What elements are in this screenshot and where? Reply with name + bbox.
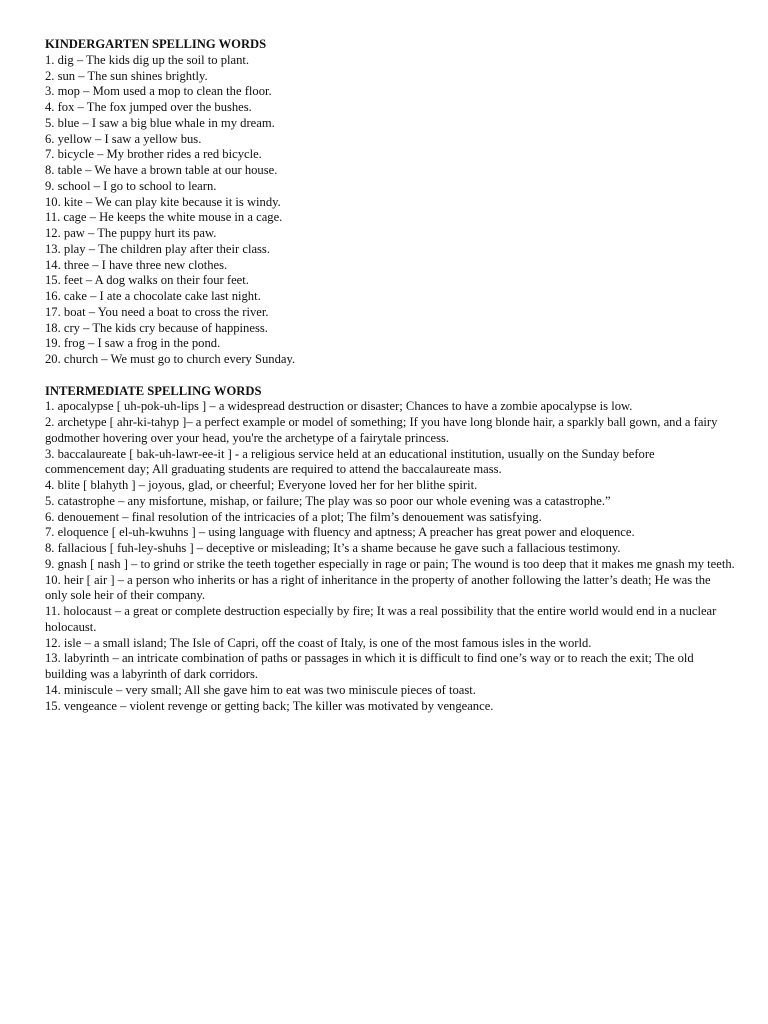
list-item: 11. cage – He keeps the white mouse in a cage. [45,210,283,225]
list-item: 12. isle – a small island; The Isle of Capri, off the coast of Italy, is one of the most famous isles in the world. [45,635,592,650]
list-item: 8. fallacious [ fuh-ley-shuhs ] – deceptive or misleading; It’s a shame because he gave such a fallacious testimony. [45,541,621,555]
intermediate-heading: INTERMEDIATE SPELLING WORDS [45,383,262,398]
intermediate-word-list [45,399,735,714]
list-item: 7. bicycle – My brother rides a red bicycle. [45,147,262,162]
list-item: 17. boat – You need a boat to cross the river. [45,304,269,319]
list-item: 4. blite [ blahyth ] – joyous, glad, or cheerful; Everyone loved her for her blithe spirit. [45,478,478,492]
list-item: 1. apocalypse [ uh-pok-uh-lips ] – a widespread destruction or disaster; Chances to have a zombie apocalypse is low. [45,399,633,414]
list-item: 1. dig – The kids dig up the soil to plant. [45,52,250,67]
list-item: 10. kite – We can play kite because it is windy. [45,194,281,209]
list-item: 5. blue – I saw a big blue whale in my dream. [45,115,275,130]
section-spacer [45,368,735,384]
list-item: 13. play – The children play after their class. [45,241,270,256]
list-item: 2. sun – The sun shines brightly. [45,68,208,83]
list-item: 20. church – We must go to church every Sunday. [45,352,296,366]
list-item: 9. gnash [ nash ] – to grind or strike the teeth together especially in rage or pain; The wound is too deep that it makes me gnash my teeth. [45,556,735,571]
list-item: 4. fox – The fox jumped over the bushes. [45,100,252,114]
kindergarten-heading: KINDERGARTEN SPELLING WORDS [45,37,267,51]
list-item: 15. vengeance – violent revenge or getting back; The killer was motivated by vengeance. [45,698,494,713]
list-item: 7. eloquence [ el-uh-kwuhns ] – using language with fluency and aptness; A preacher has great power and eloquence. [45,525,635,540]
list-item: 6. denouement – final resolution of the intricacies of a plot; The film’s denouement was satisfying. [45,509,542,524]
list-item: 6. yellow – I saw a yellow bus. [45,131,202,146]
list-item: 12. paw – The puppy hurt its paw. [45,226,217,240]
list-item: 9. school – I go to school to learn. [45,178,217,193]
kindergarten-word-list [45,53,735,368]
list-item: 18. cry – The kids cry because of happiness. [45,320,268,335]
list-item: 14. miniscule – very small; All she gave him to eat was two miniscule pieces of toast. [45,682,476,697]
list-item: 2. archetype [ ahr-ki-tahyp ]– a perfect example or model of something; If you have long blonde hair, a sparkly ball gown, and a fairy godmother hovering over your head, you're the archetype of a fairytale princess. [45,415,718,445]
list-item: 3. baccalaureate [ bak-uh-lawr-ee-it ] - a religious service held at an educational institution, usually on the Sunday before commencement day; All graduating students are required to attend the baccalaureate mass. [45,446,655,477]
list-item: 16. cake – I ate a chocolate cake last night. [45,289,261,303]
list-item: 11. holocaust – a great or complete destruction especially by fire; It was a real possibility that the entire world would end in a nuclear holocaust. [45,604,717,634]
list-item: 14. three – I have three new clothes. [45,257,228,272]
list-item: 19. frog – I saw a frog in the pond. [45,336,221,351]
document-page [45,37,735,714]
list-item: 3. mop – Mom used a mop to clean the floor. [45,84,272,99]
list-item: 5. catastrophe – any misfortune, mishap, or failure; The play was so poor our whole evening was a catastrophe.” [45,493,611,508]
list-item: 8. table – We have a brown table at our house. [45,163,278,177]
list-item: 15. feet – A dog walks on their four feet. [45,273,249,288]
list-item: 10. heir [ air ] – a person who inherits or has a right of inheritance in the property of another following the latter’s death; He was the only sole heir of their company. [45,572,711,603]
list-item: 13. labyrinth – an intricate combination of paths or passages in which it is difficult to find one’s way or to reach the exit; The old building was a labyrinth of dark corridors. [45,651,694,681]
